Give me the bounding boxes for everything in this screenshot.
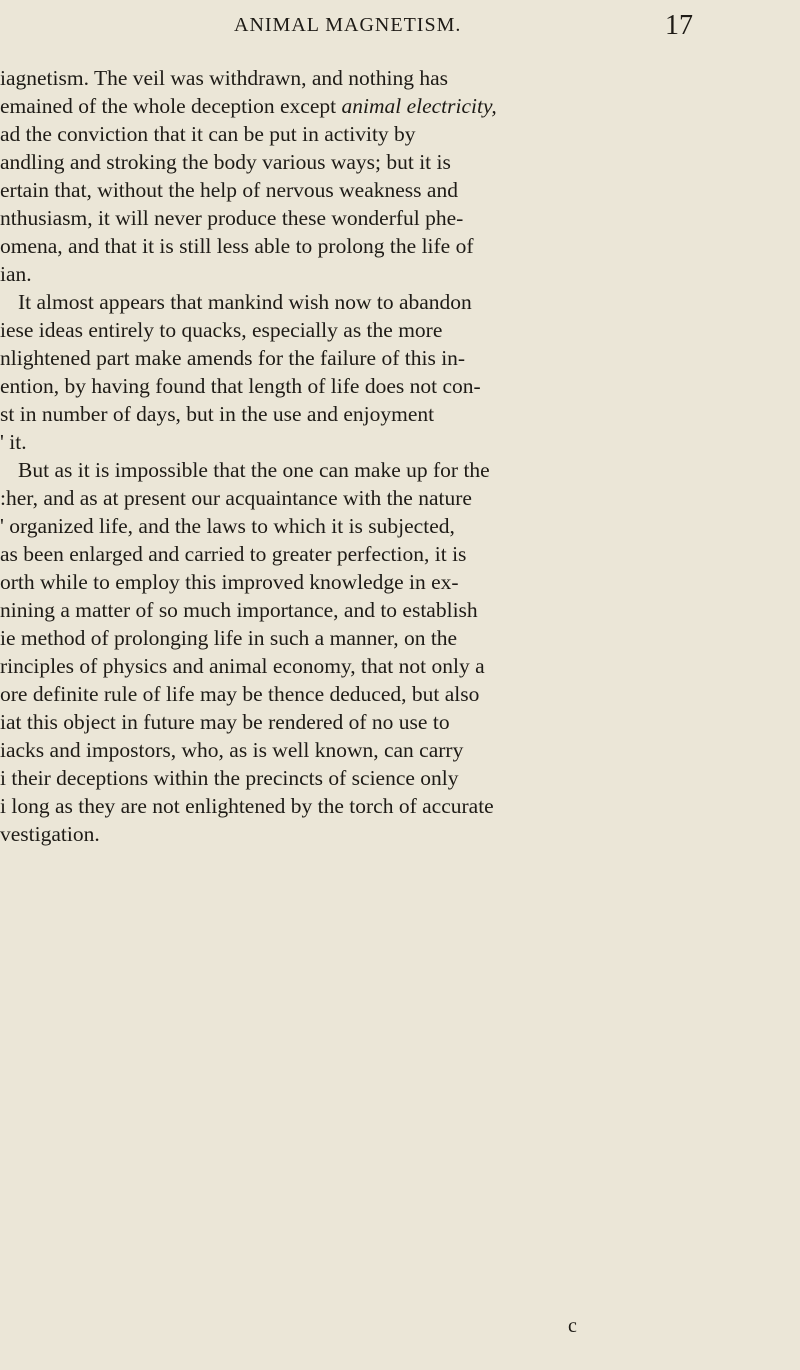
text-line: vestigation. — [0, 822, 100, 846]
text-line: ' organized life, and the laws to which it is subjected, — [0, 514, 455, 538]
text-line-segment: emained of the whole deception except — [0, 94, 337, 118]
italic-phrase: animal electricity, — [341, 94, 497, 118]
text-line — [0, 92, 497, 120]
text-line: ian. — [0, 262, 32, 286]
running-head — [0, 12, 800, 46]
text-line: iagnetism. The veil was withdrawn, and nothing has — [0, 66, 449, 90]
text-line: orth while to employ this improved knowledge in ex- — [0, 570, 459, 594]
text-line: But as it is impossible that the one can make up for the — [18, 458, 490, 482]
text-line: i long as they are not enlightened by the torch of accurate — [0, 794, 494, 818]
text-line: ention, by having found that length of life does not con- — [0, 374, 481, 398]
text-line: iat this object in future may be rendered of no use to — [0, 710, 450, 734]
text-line: iacks and impostors, who, as is well known, can carry — [0, 738, 464, 762]
text-line: rinciples of physics and animal economy, that not only a — [0, 654, 485, 678]
signature-mark: c — [568, 1315, 577, 1337]
text-line: andling and stroking the body various ways; but it is — [0, 150, 451, 174]
text-line: as been enlarged and carried to greater perfection, it is — [0, 542, 467, 566]
text-line: omena, and that it is still less able to prolong the life of — [0, 234, 474, 258]
text-line: ' it. — [0, 430, 27, 454]
text-line: nthusiasm, it will never produce these wonderful phe- — [0, 206, 464, 230]
text-line: ad the conviction that it can be put in activity by — [0, 122, 416, 146]
text-line: iese ideas entirely to quacks, especially as the more — [0, 318, 443, 342]
text-line: nining a matter of so much importance, and to establish — [0, 598, 478, 622]
text-line: nlightened part make amends for the failure of this in- — [0, 346, 466, 370]
text-line: ie method of prolonging life in such a manner, on the — [0, 626, 458, 650]
text-line: ore definite rule of life may be thence deduced, but also — [0, 682, 480, 706]
text-line: :her, and as at present our acquaintance with the nature — [0, 486, 472, 510]
text-line: ertain that, without the help of nervous weakness and — [0, 178, 458, 202]
text-line: st in number of days, but in the use and enjoyment — [0, 402, 435, 426]
text-line: It almost appears that mankind wish now to abandon — [18, 290, 472, 314]
running-title: ANIMAL MAGNETISM. — [234, 14, 462, 36]
page-number: 17 — [665, 10, 693, 41]
text-line: i their deceptions within the precincts of science only — [0, 766, 459, 790]
